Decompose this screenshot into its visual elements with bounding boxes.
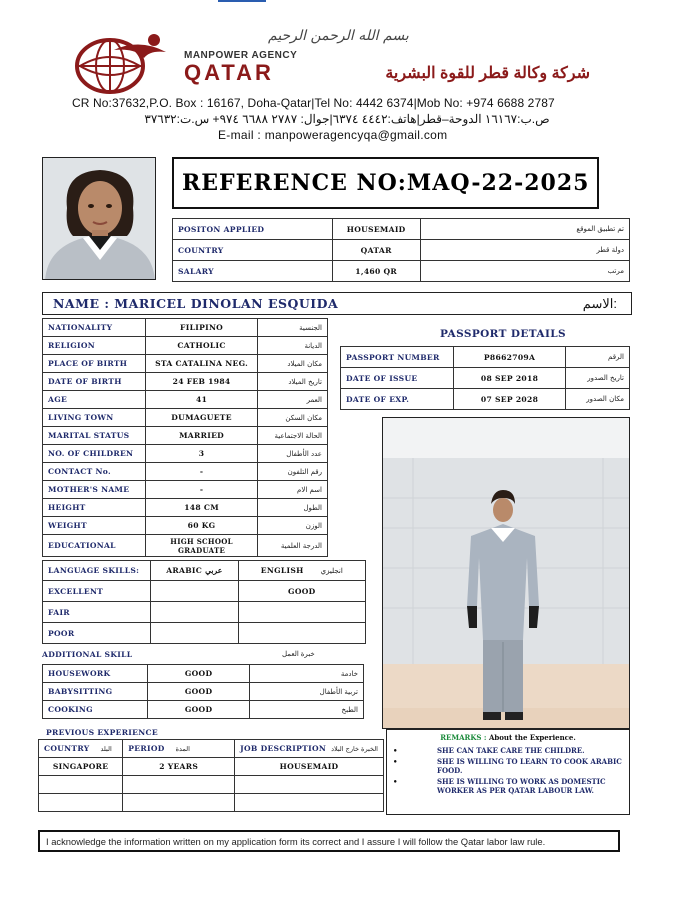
experience-period: 2 YEARS: [123, 758, 235, 776]
acknowledgement-box: [38, 830, 620, 852]
language-level-label: EXCELLENT: [43, 581, 151, 602]
personal-label: AGE: [43, 391, 146, 409]
personal-label-ar: الجنسية: [258, 319, 328, 337]
skill-label-ar: الطبخ: [250, 701, 364, 719]
experience-col-job: [235, 740, 384, 758]
applicant-name-label-ar: الاسم:: [582, 295, 617, 311]
personal-row: [43, 355, 328, 373]
contact-line-english: CR No:37632,P.O. Box : 16167, Doha-Qatar|Tel No: 4442 6374|Mob No: +974 6688 2787: [72, 96, 555, 110]
experience-row: [39, 758, 384, 776]
personal-label: EDUCATIONAL: [43, 535, 146, 557]
position-table: [172, 218, 630, 282]
country-value: QATAR: [332, 240, 420, 261]
personal-details-table: [42, 318, 328, 557]
personal-row: [43, 517, 328, 535]
personal-label-ar: تاريخ الميلاد: [258, 373, 328, 391]
position-row: [173, 219, 630, 240]
acknowledgement-text: I acknowledge the information written on my application form its correct and I assure I will follow the Qatar labor law rule.: [46, 835, 546, 847]
language-english-level: GOOD: [238, 581, 365, 602]
agency-name-arabic: شركة وكالة قطر للقوة البشرية: [385, 65, 590, 82]
name-bar: [42, 292, 632, 315]
experience-job: [235, 794, 384, 812]
skill-row: [43, 665, 364, 683]
experience-country: [39, 776, 123, 794]
personal-label-ar: اسم الام: [258, 481, 328, 499]
reference-number: REFERENCE NO:MAQ-22-2025: [182, 170, 590, 196]
remarks-subtitle: About the Experience.: [488, 733, 576, 742]
experience-header-row: [39, 740, 384, 758]
position-value: HOUSEMAID: [332, 219, 420, 240]
skill-label-ar: تربية الأطفال: [250, 683, 364, 701]
agency-email: E-mail : manpoweragencyqa@gmail.com: [218, 128, 448, 142]
passport-number-value: P8662709A: [453, 347, 565, 368]
personal-label: MARITAL STATUS: [43, 427, 146, 445]
personal-row: [43, 391, 328, 409]
additional-skill-title-ar: خبرة العمل: [282, 651, 315, 658]
reference-box: [172, 157, 599, 209]
language-level-label: FAIR: [43, 602, 151, 623]
personal-label-ar: الوزن: [258, 517, 328, 535]
personal-row: [43, 337, 328, 355]
personal-label: NO. OF CHILDREN: [43, 445, 146, 463]
skill-row: [43, 701, 364, 719]
remarks-title: REMARKS :: [440, 733, 487, 742]
personal-label-ar: الديانة: [258, 337, 328, 355]
skill-value: GOOD: [147, 701, 250, 719]
personal-row: [43, 499, 328, 517]
personal-label: CONTACT No.: [43, 463, 146, 481]
language-skills-label: LANGUAGE SKILLS:: [43, 561, 151, 581]
personal-label: PLACE OF BIRTH: [43, 355, 146, 373]
experience-col-period: [123, 740, 235, 758]
personal-value: MARRIED: [145, 427, 258, 445]
position-label: POSITON APPLIED: [173, 219, 333, 240]
personal-label: NATIONALITY: [43, 319, 146, 337]
experience-col-country-label: COUNTRY: [44, 744, 90, 753]
remarks-item-text: SHE IS WILLING TO WORK AS DOMESTIC WORKER AS PER QATAR LABOUR LAW.: [437, 777, 606, 795]
passport-issue-value: 08 SEP 2018: [453, 368, 565, 389]
salary-value: 1,460 QR: [332, 261, 420, 282]
personal-label: DATE OF BIRTH: [43, 373, 146, 391]
applicant-full-body-photo: [382, 417, 630, 729]
applicant-headshot: [42, 157, 156, 280]
experience-period: [123, 794, 235, 812]
personal-label-ar: مكان السكن: [258, 409, 328, 427]
personal-row: [43, 319, 328, 337]
position-label-ar: تم تطبيق الموقع: [420, 219, 629, 240]
personal-value: FILIPINO: [145, 319, 258, 337]
personal-value: 60 KG: [145, 517, 258, 535]
skill-value: GOOD: [147, 665, 250, 683]
remarks-list: [393, 746, 623, 795]
passport-row: [341, 368, 630, 389]
experience-col-country: [39, 740, 123, 758]
language-row: [43, 623, 366, 644]
personal-value: 24 FEB 1984: [145, 373, 258, 391]
personal-value: CATHOLIC: [145, 337, 258, 355]
salary-label: SALARY: [173, 261, 333, 282]
personal-row: [43, 535, 328, 557]
passport-expiry-label-ar: مكان الصدور: [566, 389, 630, 410]
contact-line-arabic: ص.ب:١٦١٦٧ الدوحة–قطر|هاتف:٤٤٤٢ ٦٣٧٤|جوال: ٢٧٨٧ ٦٦٨٨ ٩٧٤+ س.ت:٣٧٦٣٢: [144, 112, 550, 126]
experience-row: [39, 776, 384, 794]
experience-period: [123, 776, 235, 794]
personal-row: [43, 445, 328, 463]
personal-label-ar: الطول: [258, 499, 328, 517]
personal-value: 148 CM: [145, 499, 258, 517]
personal-label-ar: العمر: [258, 391, 328, 409]
agency-name-big: QATAR: [184, 60, 274, 85]
applicant-name: NAME : MARICEL DINOLAN ESQUIDA: [53, 296, 339, 311]
experience-country: SINGAPORE: [39, 758, 123, 776]
remarks-box: [386, 729, 630, 815]
personal-label: LIVING TOWN: [43, 409, 146, 427]
top-accent-line: [218, 0, 266, 2]
personal-value: HIGH SCHOOL GRADUATE: [145, 535, 258, 557]
personal-value: STA CATALINA NEG.: [145, 355, 258, 373]
skill-label-ar: خادمة: [250, 665, 364, 683]
language-level-label: POOR: [43, 623, 151, 644]
language-arabic-level: [150, 602, 238, 623]
passport-title: PASSPORT DETAILS: [440, 328, 567, 340]
experience-row: [39, 794, 384, 812]
passport-issue-label-ar: تاريخ الصدور: [566, 368, 630, 389]
position-row: [173, 240, 630, 261]
personal-value: 41: [145, 391, 258, 409]
experience-col-period-label-ar: المدة: [175, 745, 190, 753]
bismillah: بسم الله الرحمن الرحيم: [268, 28, 409, 44]
additional-skill-table: [42, 664, 364, 719]
remarks-item: • SHE CAN TAKE CARE THE CHILDRE.: [393, 746, 585, 755]
country-label: COUNTRY: [173, 240, 333, 261]
experience-job: HOUSEMAID: [235, 758, 384, 776]
language-arabic-header: ARABIC عربي: [150, 561, 238, 581]
personal-label-ar: الحالة الاجتماعية: [258, 427, 328, 445]
personal-row: [43, 427, 328, 445]
additional-skill-title: ADDITIONAL SKILL: [42, 650, 133, 659]
passport-row: [341, 389, 630, 410]
skill-row: [43, 683, 364, 701]
personal-value: -: [145, 481, 258, 499]
language-table: [42, 560, 366, 644]
remarks-item: • SHE IS WILLING TO WORK AS DOMESTIC WORKER AS PER QATAR LABOUR LAW.: [393, 777, 623, 795]
skill-label: HOUSEWORK: [43, 665, 148, 683]
skill-value: GOOD: [147, 683, 250, 701]
personal-label: WEIGHT: [43, 517, 146, 535]
remarks-heading: [393, 733, 623, 742]
experience-col-job-label: JOB DESCRIPTION: [240, 744, 327, 753]
personal-label-ar: رقم التلفون: [258, 463, 328, 481]
personal-label-ar: الدرجة العلمية: [258, 535, 328, 557]
personal-row: [43, 463, 328, 481]
skill-label: BABYSITTING: [43, 683, 148, 701]
language-row: [43, 581, 366, 602]
personal-label-ar: مكان الميلاد: [258, 355, 328, 373]
experience-col-country-label-ar: البلد: [100, 745, 112, 753]
personal-label: RELIGION: [43, 337, 146, 355]
remarks-item-text: SHE CAN TAKE CARE THE CHILDRE.: [437, 746, 585, 755]
language-english-label: ENGLISH: [260, 566, 304, 575]
passport-row: [341, 347, 630, 368]
personal-label: MOTHER'S NAME: [43, 481, 146, 499]
salary-label-ar: مرتب: [420, 261, 629, 282]
experience-col-job-label-ar: الخبرة خارج البلاد: [331, 745, 378, 753]
language-english-label-ar: انجليزي: [320, 567, 343, 575]
language-header-row: [43, 561, 366, 581]
personal-label: HEIGHT: [43, 499, 146, 517]
passport-number-label: PASSPORT NUMBER: [341, 347, 454, 368]
experience-job: [235, 776, 384, 794]
personal-value: DUMAGUETE: [145, 409, 258, 427]
skill-label: COOKING: [43, 701, 148, 719]
agency-logo: [70, 28, 174, 94]
country-label-ar: دولة قطر: [420, 240, 629, 261]
remarks-item: • SHE IS WILLING TO LEARN TO COOK ARABIC FOOD.: [393, 757, 622, 775]
personal-row: [43, 409, 328, 427]
agency-name-small: MANPOWER AGENCY: [184, 50, 298, 61]
experience-col-period-label: PERIOD: [128, 744, 165, 753]
personal-label-ar: عدد الأطفال: [258, 445, 328, 463]
experience-country: [39, 794, 123, 812]
passport-expiry-value: 07 SEP 2028: [453, 389, 565, 410]
language-arabic-level: [150, 623, 238, 644]
remarks-item-text: SHE IS WILLING TO LEARN TO COOK ARABIC FOOD.: [437, 757, 622, 775]
experience-title: PREVIOUS EXPERIENCE: [46, 728, 158, 737]
passport-number-label-ar: الرقم: [566, 347, 630, 368]
language-english-level: [238, 623, 365, 644]
experience-table: [38, 739, 384, 812]
language-english-header: [238, 561, 365, 581]
passport-expiry-label: DATE OF EXP.: [341, 389, 454, 410]
language-arabic-level: [150, 581, 238, 602]
language-row: [43, 602, 366, 623]
position-row: [173, 261, 630, 282]
personal-row: [43, 481, 328, 499]
personal-value: -: [145, 463, 258, 481]
passport-table: [340, 346, 630, 410]
language-english-level: [238, 602, 365, 623]
personal-value: 3: [145, 445, 258, 463]
passport-issue-label: DATE OF ISSUE: [341, 368, 454, 389]
personal-row: [43, 373, 328, 391]
